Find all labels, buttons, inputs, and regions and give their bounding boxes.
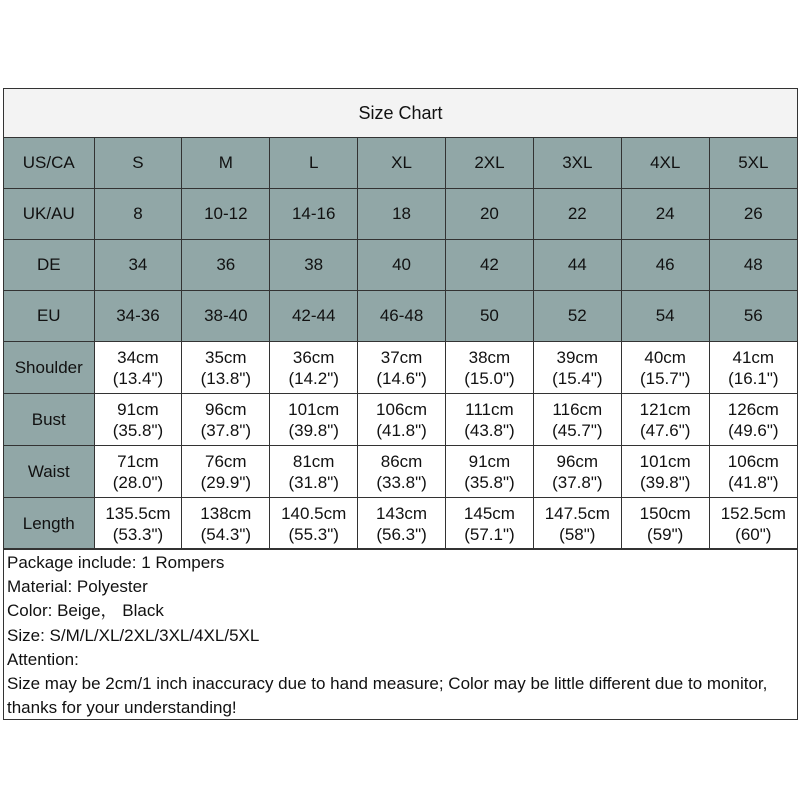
inch-value: (56.3")	[376, 524, 427, 544]
note-color: Color: Beige， Black	[7, 601, 164, 621]
cm-value: 91cm	[468, 451, 511, 471]
inch-value: (57.1")	[464, 524, 515, 544]
measurement-rows	[4, 342, 797, 550]
inch-value: (14.6")	[376, 368, 427, 388]
measurement-cell	[94, 446, 182, 498]
inch-value: (58")	[559, 524, 596, 544]
row-label: US/CA	[4, 138, 94, 189]
row-label: Length	[4, 498, 94, 550]
row-label: UK/AU	[4, 189, 94, 240]
size-cell: 46	[621, 240, 709, 291]
size-cell: L	[270, 138, 358, 189]
inch-value: (41.8")	[376, 420, 427, 440]
measurement-row	[4, 498, 797, 550]
cm-value: 41cm	[732, 347, 775, 367]
measurement-cell	[358, 342, 446, 394]
measurement-cell	[182, 446, 270, 498]
size-cell: 2XL	[446, 138, 534, 189]
measurement-cell	[94, 342, 182, 394]
measurement-cell	[446, 498, 534, 550]
measurement-cell	[358, 394, 446, 446]
measurement-cell	[94, 394, 182, 446]
size-cell: 38-40	[182, 291, 270, 342]
size-cell: 50	[446, 291, 534, 342]
size-cell: 5XL	[709, 138, 797, 189]
measurement-cell	[182, 342, 270, 394]
measurement-cell	[182, 394, 270, 446]
measurement-cell	[621, 446, 709, 498]
row-label: DE	[4, 240, 94, 291]
cm-value: 38cm	[468, 347, 511, 367]
size-row	[4, 189, 797, 240]
cm-value: 81cm	[292, 451, 335, 471]
size-cell: S	[94, 138, 182, 189]
inch-value: (31.8")	[288, 472, 339, 492]
inch-value: (47.6")	[639, 420, 691, 440]
note-attention-heading: Attention:	[7, 649, 79, 669]
size-chart-table	[4, 138, 797, 550]
cm-value: 37cm	[380, 347, 423, 367]
cm-value: 111cm	[465, 399, 514, 419]
measurement-cell	[621, 498, 709, 550]
cm-value: 106cm	[727, 451, 779, 471]
cm-value: 101cm	[639, 451, 691, 471]
size-row	[4, 138, 797, 189]
cm-value: 121cm	[639, 399, 691, 419]
inch-value: (53.3")	[112, 524, 164, 544]
measurement-cell	[621, 394, 709, 446]
inch-value: (55.3")	[288, 524, 339, 544]
measurement-row	[4, 446, 797, 498]
measurement-row	[4, 342, 797, 394]
size-cell: 20	[446, 189, 534, 240]
inch-value: (41.8")	[728, 472, 779, 492]
inch-value: (28.0")	[112, 472, 164, 492]
inch-value: (54.3")	[200, 524, 252, 544]
cm-value: 145cm	[463, 503, 515, 523]
size-row	[4, 240, 797, 291]
inch-value: (43.8")	[464, 420, 515, 440]
inch-value: (35.8")	[464, 472, 515, 492]
row-label: Waist	[4, 446, 94, 498]
measurement-cell	[358, 498, 446, 550]
note-package: Package include: 1 Rompers	[7, 553, 225, 572]
cm-value: 91cm	[117, 399, 159, 419]
inch-value: (37.8")	[200, 420, 252, 440]
size-cell: 42-44	[270, 291, 358, 342]
size-cell: 44	[533, 240, 621, 291]
row-label: Shoulder	[4, 342, 94, 394]
size-cell: 10-12	[182, 189, 270, 240]
measurement-cell	[533, 498, 621, 550]
size-cell: 34	[94, 240, 182, 291]
cm-value: 34cm	[117, 347, 159, 367]
inch-value: (13.8")	[200, 368, 252, 388]
measurement-cell	[270, 394, 358, 446]
inch-value: (59")	[647, 524, 684, 544]
cm-value: 147.5cm	[544, 503, 610, 523]
size-cell: 3XL	[533, 138, 621, 189]
inch-value: (15.0")	[464, 368, 515, 388]
measurement-cell	[270, 446, 358, 498]
size-chart-title: Size Chart	[4, 89, 797, 138]
note-attention-text: Size may be 2cm/1 inch inaccuracy due to hand measure; Color may be little different due to monitor, thanks for your understanding!	[7, 674, 768, 718]
product-notes	[4, 548, 797, 719]
inch-value: (13.4")	[112, 368, 164, 388]
note-sizes: Size: S/M/L/XL/2XL/3XL/4XL/5XL	[7, 625, 260, 645]
cm-value: 86cm	[380, 451, 423, 471]
cm-value: 152.5cm	[720, 503, 786, 523]
cm-value: 140.5cm	[281, 503, 347, 523]
cm-value: 76cm	[205, 451, 247, 471]
measurement-cell	[94, 498, 182, 550]
size-cell: 46-48	[358, 291, 446, 342]
inch-value: (60")	[735, 524, 772, 544]
row-label: Bust	[4, 394, 94, 446]
measurement-cell	[358, 446, 446, 498]
cm-value: 138cm	[200, 503, 252, 523]
cm-value: 135.5cm	[105, 503, 171, 523]
measurement-cell	[621, 342, 709, 394]
size-cell: 24	[621, 189, 709, 240]
size-cell: M	[182, 138, 270, 189]
size-cell: 56	[709, 291, 797, 342]
measurement-cell	[270, 342, 358, 394]
cm-value: 39cm	[556, 347, 599, 367]
size-cell: 8	[94, 189, 182, 240]
cm-value: 143cm	[376, 503, 428, 523]
cm-value: 36cm	[292, 347, 335, 367]
size-chart-sheet	[3, 88, 798, 720]
size-conversion-rows	[4, 138, 797, 342]
size-cell: 34-36	[94, 291, 182, 342]
inch-value: (39.8")	[639, 472, 691, 492]
cm-value: 71cm	[117, 451, 159, 471]
inch-value: (33.8")	[376, 472, 427, 492]
measurement-cell	[446, 394, 534, 446]
inch-value: (14.2")	[288, 368, 339, 388]
inch-value: (15.7")	[639, 368, 691, 388]
cm-value: 40cm	[644, 347, 686, 367]
size-cell: 36	[182, 240, 270, 291]
size-cell: 4XL	[621, 138, 709, 189]
cm-value: 96cm	[556, 451, 599, 471]
cm-value: 35cm	[205, 347, 247, 367]
size-cell: 22	[533, 189, 621, 240]
cm-value: 101cm	[288, 399, 340, 419]
inch-value: (37.8")	[552, 472, 603, 492]
size-cell: 42	[446, 240, 534, 291]
inch-value: (29.9")	[200, 472, 252, 492]
inch-value: (49.6")	[728, 420, 779, 440]
measurement-cell	[709, 342, 797, 394]
size-cell: 38	[270, 240, 358, 291]
measurement-cell	[533, 342, 621, 394]
size-cell: 18	[358, 189, 446, 240]
cm-value: 126cm	[727, 399, 779, 419]
cm-value: 106cm	[376, 399, 428, 419]
measurement-cell	[709, 446, 797, 498]
inch-value: (45.7")	[552, 420, 603, 440]
size-cell: 40	[358, 240, 446, 291]
measurement-cell	[533, 446, 621, 498]
measurement-cell	[446, 446, 534, 498]
inch-value: (15.4")	[552, 368, 603, 388]
size-cell: 14-16	[270, 189, 358, 240]
inch-value: (16.1")	[728, 368, 779, 388]
cm-value: 96cm	[205, 399, 247, 419]
measurement-cell	[709, 498, 797, 550]
size-row	[4, 291, 797, 342]
measurement-cell	[709, 394, 797, 446]
size-cell: 26	[709, 189, 797, 240]
row-label: EU	[4, 291, 94, 342]
inch-value: (35.8")	[112, 420, 164, 440]
measurement-cell	[182, 498, 270, 550]
cm-value: 150cm	[639, 503, 691, 523]
cm-value: 116cm	[552, 399, 603, 419]
size-cell: 52	[533, 291, 621, 342]
measurement-row	[4, 394, 797, 446]
measurement-cell	[270, 498, 358, 550]
size-cell: 48	[709, 240, 797, 291]
measurement-cell	[446, 342, 534, 394]
size-cell: XL	[358, 138, 446, 189]
size-cell: 54	[621, 291, 709, 342]
measurement-cell	[533, 394, 621, 446]
note-material: Material: Polyester	[7, 577, 148, 597]
inch-value: (39.8")	[288, 420, 339, 440]
